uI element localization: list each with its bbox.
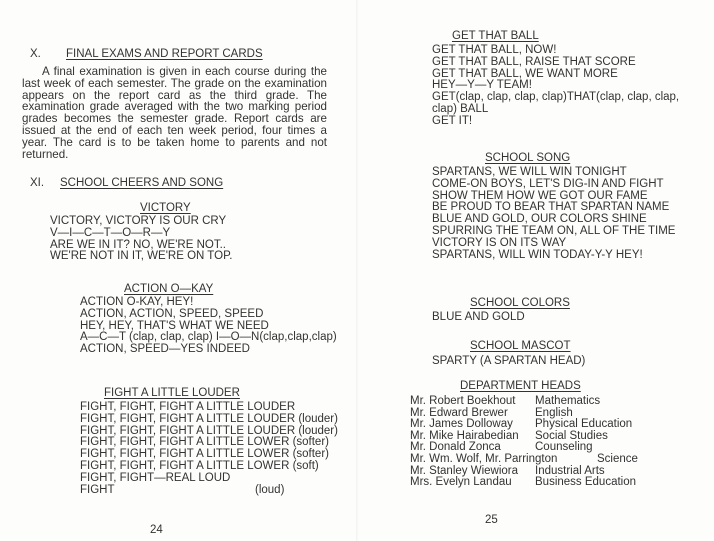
song-line: VICTORY IS ON ITS WAY xyxy=(432,236,567,249)
dept-head-name: Mr. Stanley Wiewiora xyxy=(410,464,519,477)
cheer-line: ARE WE IN IT? NO, WE'RE NOT.. xyxy=(50,238,226,251)
dept-row xyxy=(410,396,638,408)
section-heading: FINAL EXAMS AND REPORT CARDS xyxy=(66,48,263,60)
cheer-line: V—I—C—T—O—R—Y xyxy=(50,226,171,239)
song-line: BE PROUD TO BEAR THAT SPARTAN NAME xyxy=(432,201,670,214)
cheer-line: WE'RE NOT IN IT, WE'RE ON TOP. xyxy=(50,250,233,263)
dept-head-name: Mr. Edward Brewer xyxy=(410,406,508,419)
dept-head-name: Mr. James Dolloway xyxy=(410,418,513,431)
section-paragraph: A final examination is given in each course during the last week of each semester. The grade on the examination appears on the report card as the third grade. The examination grade averaged with the two marking period grades becomes the semester grade. Report cards are issued at the end of each ten week period, four times a year. The card is to be taken home to parents and not returned. xyxy=(22,65,327,161)
dept-row xyxy=(410,454,638,466)
page-number: 25 xyxy=(485,514,498,526)
page-number: 24 xyxy=(150,524,163,536)
colors-title: SCHOOL COLORS xyxy=(470,297,570,309)
cheer-line: A—C—T (clap, clap, clap) I—O—N(clap,clap,clap) xyxy=(80,331,337,344)
dept-name: English xyxy=(535,406,573,419)
song-line: SPARTANS, WILL WIN TODAY-Y-Y HEY! xyxy=(432,248,643,261)
mascot-value: SPARTY (A SPARTAN HEAD) xyxy=(432,355,586,367)
colors-value: BLUE AND GOLD xyxy=(432,311,525,323)
song-line: SPURRING THE TEAM ON, ALL OF THE TIME xyxy=(432,224,676,237)
cheer-line: clap) BALL xyxy=(432,102,489,115)
dept-name: Social Studies xyxy=(535,429,608,442)
page-fold xyxy=(356,0,358,541)
cheer-line: ACTION, ACTION, SPEED, SPEED xyxy=(80,307,264,320)
cheer-line: FIGHT, FIGHT, FIGHT A LITTLE LOWER (soft) xyxy=(80,459,319,472)
cheer-line: VICTORY, VICTORY IS OUR CRY xyxy=(50,215,227,227)
dept-name: Mathematics xyxy=(535,395,601,407)
cheer-line: FIGHT, FIGHT, FIGHT A LITTLE LOWER (softer) xyxy=(80,436,329,449)
dept-row xyxy=(410,477,638,489)
cheer-title: FIGHT A LITTLE LOUDER xyxy=(104,387,240,399)
dept-name: Business Education xyxy=(535,476,637,489)
song-title: SCHOOL SONG xyxy=(485,152,571,164)
cheer-line: ACTION, SPEED—YES INDEED xyxy=(80,343,250,356)
cheer-line: GET THAT BALL, RAISE THAT SCORE xyxy=(432,55,636,68)
cheer-line: FIGHT, FIGHT, FIGHT A LITTLE LOWER (softer) xyxy=(80,448,329,461)
cheer-line: HEY, HEY, THAT'S WHAT WE NEED xyxy=(80,319,269,332)
cheer-line: FIGHT, FIGHT, FIGHT A LITTLE LOUDER (louder) xyxy=(80,412,338,425)
cheer-title: ACTION O—KAY xyxy=(124,283,214,295)
dept-head-name: Mr. Donald Zonca xyxy=(410,441,501,454)
dept-name: Physical Education xyxy=(535,418,633,431)
section-number: XI. xyxy=(30,177,45,189)
cheer-title: VICTORY xyxy=(140,202,191,214)
cheer-line: HEY—Y—Y TEAM! xyxy=(432,79,532,92)
section-heading: SCHOOL CHEERS AND SONG xyxy=(60,177,224,189)
cheer-line: ACTION O-KAY, HEY! xyxy=(80,296,194,308)
cheer-line: GET IT! xyxy=(432,114,473,127)
dept-heads-title: DEPARTMENT HEADS xyxy=(460,380,581,392)
cheer-line: GET THAT BALL, WE WANT MORE xyxy=(432,67,618,80)
song-lines xyxy=(432,167,675,261)
song-line: BLUE AND GOLD, OUR COLORS SHINE xyxy=(432,213,647,226)
song-line: COME-ON BOYS, LET'S DIG-IN AND FIGHT xyxy=(432,177,664,190)
dept-head-name: Mr. Wm. Wolf, Mr. Parrington xyxy=(410,452,558,465)
cheer-note: (loud) xyxy=(255,483,285,496)
cheer-line: GET(clap, clap, clap, clap)THAT(clap, clap, clap, xyxy=(432,91,680,104)
dept-head-name: Mrs. Evelyn Landau xyxy=(410,476,512,489)
dept-name: Industrial Arts xyxy=(535,464,605,477)
cheer-line: GET THAT BALL, NOW! xyxy=(432,44,557,56)
dept-name: Science xyxy=(597,452,638,465)
song-line: SHOW THEM HOW WE GOT OUR FAME xyxy=(432,189,648,202)
cheer-line: FIGHT, FIGHT, FIGHT A LITTLE LOUDER xyxy=(80,401,296,413)
cheer-lines xyxy=(50,216,232,263)
cheer-line: FIGHT, FIGHT, FIGHT A LITTLE LOUDER (louder) xyxy=(80,424,338,437)
cheer-lines xyxy=(432,45,679,128)
cheer-lines xyxy=(80,402,338,496)
dept-head-name: Mr. Robert Boekhout xyxy=(410,395,516,407)
cheer-lines xyxy=(80,297,337,356)
mascot-title: SCHOOL MASCOT xyxy=(470,340,571,352)
cheer-title: GET THAT BALL xyxy=(452,30,539,42)
song-line: SPARTANS, WE WILL WIN TONIGHT xyxy=(432,166,627,178)
dept-name: Counseling xyxy=(535,441,593,454)
dept-head-name: Mr. Mike Hairabedian xyxy=(410,429,519,442)
dept-heads-table xyxy=(410,396,638,489)
section-number: X. xyxy=(30,48,41,60)
cheer-line: FIGHT, FIGHT—REAL LOUD xyxy=(80,471,231,484)
cheer-line: FIGHT xyxy=(80,483,115,496)
